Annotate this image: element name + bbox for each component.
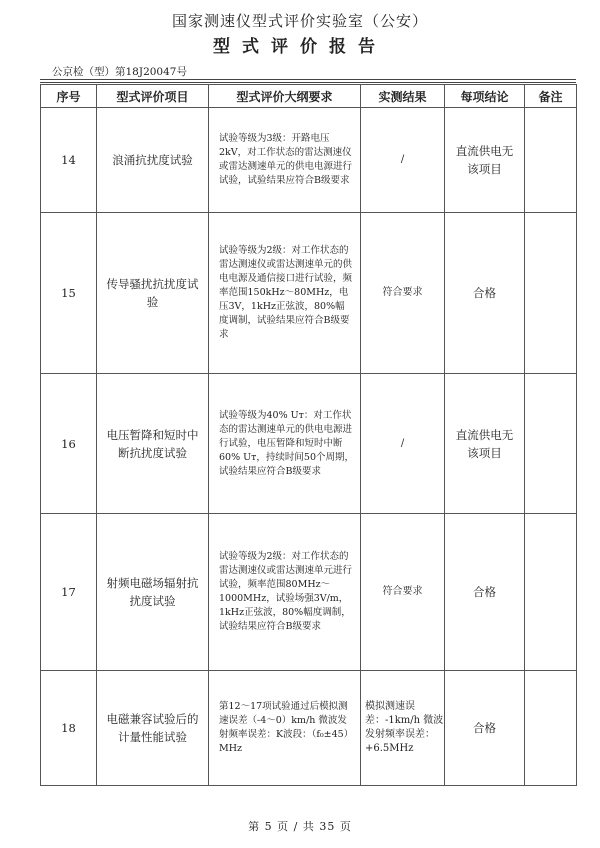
row-number: 17	[41, 514, 97, 671]
table-row	[41, 671, 577, 786]
column-header-item: 型式评价项目	[97, 85, 209, 108]
row-remark	[525, 514, 577, 671]
row-remark	[525, 374, 577, 514]
header-rule-top	[40, 79, 576, 80]
table-row	[41, 108, 577, 213]
row-item: 传导骚扰抗扰度试验	[97, 213, 209, 374]
page-number: 第 5 页 / 共 35 页	[248, 820, 352, 833]
row-conclusion: 合格	[445, 671, 525, 786]
doc-number: 公京检（型）第18J20047号	[52, 66, 187, 78]
row-requirement: 试验等级为3级：开路电压2kV，对工作状态的雷达测速仪或雷达测速单元的供电电源进行试验，试验结果应符合B级要求	[209, 108, 361, 213]
row-item: 浪涌抗扰度试验	[97, 108, 209, 213]
row-conclusion: 直流供电无该项目	[445, 374, 525, 514]
row-requirement: 第12～17项试验通过后模拟测速误差（-4～0）km/h 微波发射频率误差：K波段：（f₀±45）MHz	[209, 671, 361, 786]
row-requirement: 试验等级为2级：对工作状态的雷达测速仪或雷达测速单元的供电电源及通信接口进行试验，频率范围150kHz～80MHz，电压3V，1kHz正弦波，80%幅度调制，试验结果应符合B级要求	[209, 213, 361, 374]
row-result: 模拟测速误差：-1km/h 微波发射频率误差：+6.5MHz	[361, 671, 445, 786]
row-number: 14	[41, 108, 97, 213]
report-title: 型式评价报告	[213, 37, 387, 57]
row-number: 15	[41, 213, 97, 374]
row-result: 符合要求	[361, 514, 445, 671]
lab-title: 国家测速仪型式评价实验室（公安）	[171, 12, 428, 30]
row-item: 电磁兼容试验后的计量性能试验	[97, 671, 209, 786]
row-number: 16	[41, 374, 97, 514]
evaluation-table	[40, 84, 577, 786]
row-conclusion: 合格	[445, 213, 525, 374]
column-header-conclusion: 每项结论	[445, 85, 525, 108]
row-remark	[525, 671, 577, 786]
row-remark	[525, 213, 577, 374]
table-row	[41, 374, 577, 514]
column-header-remark: 备注	[525, 85, 577, 108]
row-requirement: 试验等级为2级：对工作状态的雷达测速仪或雷达测速单元进行试验，频率范围80MHz～1000MHz，试验场强3V/m，1kHz正弦波，80%幅度调制，试验结果应符合B级要求	[209, 514, 361, 671]
row-result: /	[361, 108, 445, 213]
row-number: 18	[41, 671, 97, 786]
row-item: 射频电磁场辐射抗扰度试验	[97, 514, 209, 671]
column-header-no: 序号	[41, 85, 97, 108]
row-result: /	[361, 374, 445, 514]
table-row	[41, 514, 577, 671]
header-rule-bottom	[40, 82, 576, 83]
table-row	[41, 213, 577, 374]
row-result: 符合要求	[361, 213, 445, 374]
row-remark	[525, 108, 577, 213]
row-requirement: 试验等级为40% Uт：对工作状态的雷达测速单元的供电电源进行试验，电压暂降和短时中断60% Uт，持续时间50个周期，试验结果应符合B级要求	[209, 374, 361, 514]
column-header-result: 实测结果	[361, 85, 445, 108]
row-conclusion: 合格	[445, 514, 525, 671]
row-conclusion: 直流供电无该项目	[445, 108, 525, 213]
row-item: 电压暂降和短时中断抗扰度试验	[97, 374, 209, 514]
table-header-row	[41, 85, 577, 108]
column-header-requirement: 型式评价大纲要求	[209, 85, 361, 108]
